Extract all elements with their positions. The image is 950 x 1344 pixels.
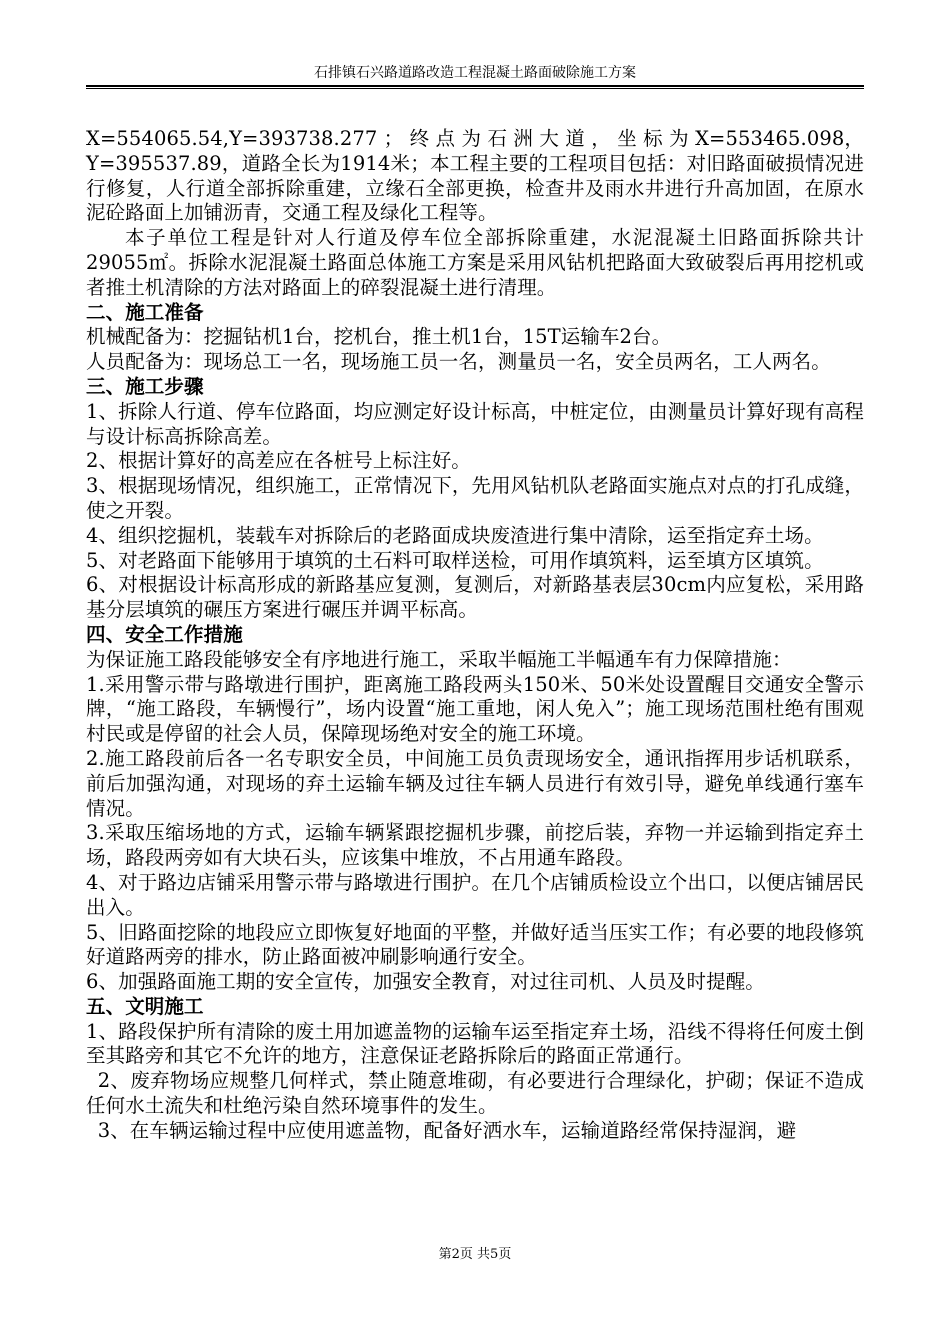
header-divider xyxy=(86,85,864,89)
section-paragraph: 1.采用警示带与路墩进行围护，距离施工路段两头150米、50米处设置醒目交通安全警示牌，“施工路段，车辆慢行”，场内设置“施工重地，闲人免入”；施工现场范围杜绝有围观村民或是停留的社会人员，保障现场绝对安全的施工环境。 xyxy=(86,672,864,746)
document-body xyxy=(86,127,864,1144)
section-paragraph: 1、路段保护所有清除的废土用加遮盖物的运输车运至指定弃土场，沿线不得将任何废土倒至其路旁和其它不允许的地方，注意保证老路拆除后的路面正常通行。 xyxy=(86,1019,864,1068)
section-paragraph: 3、根据现场情况，组织施工，正常情况下，先用风钻机队老路面实施点对点的打孔成缝，使之开裂。 xyxy=(86,474,864,522)
section-paragraph: 6、对根据设计标高形成的新路基应复测，复测后，对新路基表层30cm内应复松，采用路基分层填筑的碾压方案进行碾压并调平标高。 xyxy=(86,573,864,622)
section-heading-steps: 三、施工步骤 xyxy=(86,374,204,398)
section-paragraph: 机械配备为：挖掘钻机1台，挖机台，推土机1台，15T运输车2台。 xyxy=(86,325,672,349)
section-paragraph: 5、对老路面下能够用于填筑的土石料可取样送检，可用作填筑料，运至填方区填筑。 xyxy=(86,548,824,572)
section-paragraph: 5、旧路面挖除的地段应立即恢复好地面的平整，并做好适当压实工作；有必要的地段修筑好道路两旁的排水，防止路面被冲刷影响通行安全。 xyxy=(86,920,864,969)
section-paragraph: 6、加强路面施工期的安全宣传，加强安全教育，对过往司机、人员及时提醒。 xyxy=(86,970,765,994)
section-heading-safety: 四、安全工作措施 xyxy=(86,622,243,646)
section-paragraph: 3、在车辆运输过程中应使用遮盖物，配备好洒水车，运输道路经常保持湿润，避 xyxy=(97,1118,797,1142)
section-paragraph: 4、对于路边店铺采用警示带与路墩进行围护。在几个店铺质检设立个出口，以便店铺居民出入。 xyxy=(86,870,864,919)
section-heading-preparation: 二、施工准备 xyxy=(86,300,204,324)
section-heading-civilized: 五、文明施工 xyxy=(86,994,204,1018)
section-paragraph: 2、根据计算好的高差应在各桩号上标注好。 xyxy=(86,449,471,473)
section-paragraph: 3.采取压缩场地的方式，运输车辆紧跟挖掘机步骤，前挖后装，弃物一并运输到指定弃土场，路段两旁如有大块石头，应该集中堆放，不占用通车路段。 xyxy=(86,821,864,870)
section-paragraph: 人员配备为：现场总工一名，现场施工员一名，测量员一名，安全员两名，工人两名。 xyxy=(86,350,831,374)
section-paragraph: 4、组织挖掘机，装载车对拆除后的老路面成块废渣进行集中清除，运至指定弃土场。 xyxy=(86,523,824,547)
section-paragraph: 1、拆除人行道、停车位路面，均应测定好设计标高，中桩定位，由测量员计算好现有高程与设计标高拆除高差。 xyxy=(86,399,864,448)
page-number: 第2页 共5页 xyxy=(438,1247,512,1262)
section-paragraph: 为保证施工路段能够安全有序地进行施工，采取半幅施工半幅通车有力保障措施： xyxy=(86,647,792,671)
intro-paragraph: X=554065.54,Y=393738.277 ； 终 点 为 石 洲 大 道 ， 坐 标 为 X=553465.098，Y=395537.89，道路全长为1914米；本工程主要的工程项目包括：对旧路面破损情况进行修复，人行道全部拆除重建，立缘石全部更换，检查井及雨水井进行升高加固，在原水泥砼路面上加铺沥青，交通工程及绿化工程等。 xyxy=(86,127,864,225)
section-paragraph: 2、废弃物场应规整几何样式，禁止随意堆砌，有必要进行合理绿化，护砌；保证不造成任何水土流失和杜绝污染自然环境事件的发生。 xyxy=(86,1069,864,1118)
section-paragraph: 2.施工路段前后各一名专职安全员，中间施工员负责现场安全，通讯指挥用步话机联系，前后加强沟通，对现场的弃土运输车辆及过往车辆人员进行有效引导，避免单线通行塞车情况。 xyxy=(86,746,864,820)
page-header-title: 石排镇石兴路道路改造工程混凝土路面破除施工方案 xyxy=(314,65,636,81)
intro-paragraph: 本子单位工程是针对人行道及停车位全部拆除重建，水泥混凝土旧路面拆除共计29055㎡。拆除水泥混凝土路面总体施工方案是采用风钻机把路面大致破裂后再用挖机或者推土机清除的方法对路面上的碎裂混凝土进行清理。 xyxy=(86,226,864,299)
